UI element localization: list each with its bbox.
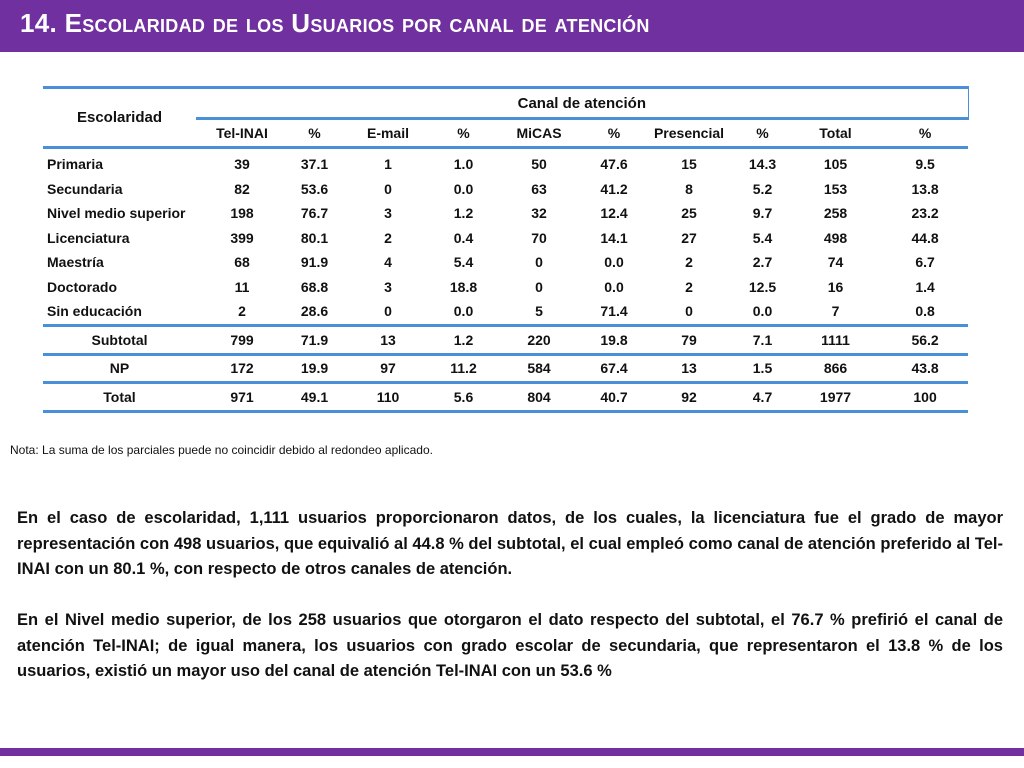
column-header: % (736, 119, 789, 148)
row-label: Primaria (47, 156, 104, 173)
table-cell: 866 (789, 354, 882, 382)
table-cell: 0 (384, 303, 392, 320)
table-cell: 5 (535, 303, 543, 320)
table-cell: 0 (535, 254, 543, 271)
table-cell: 1977 (789, 382, 882, 411)
footer-bar (0, 748, 1024, 756)
table-cell: 110 (341, 382, 435, 411)
table-cell: 7.1 (736, 325, 789, 354)
table-cell: 9.7 (752, 205, 773, 222)
table-cell: 0.0 (604, 278, 624, 295)
row-label: Subtotal (43, 325, 196, 354)
table-cell: 799 (196, 325, 288, 354)
table-cell: 258 (823, 205, 848, 222)
group-header-canal: Canal de atención (196, 88, 968, 119)
table-cell: 172 (196, 354, 288, 382)
table-row (43, 250, 968, 275)
table-cell: 5.2 (752, 180, 773, 197)
table-row (43, 299, 968, 325)
table-cell: 1.4 (915, 278, 935, 295)
table-cell: 13 (341, 325, 435, 354)
table-cell: 399 (230, 229, 254, 246)
table-cell: 71.9 (288, 325, 341, 354)
table-cell: 23.2 (911, 205, 939, 222)
table-cell: 8 (685, 180, 693, 197)
table-cell: 220 (492, 325, 586, 354)
table-cell: 13 (642, 354, 736, 382)
education-by-channel-table (43, 86, 969, 413)
table-cell: 40.7 (586, 382, 642, 411)
table-cell: 32 (531, 205, 547, 222)
table-cell: 0 (685, 303, 693, 320)
table-cell: 0 (384, 180, 392, 197)
table-cell: 1111 (789, 325, 882, 354)
paragraph-medio-superior: En el Nivel medio superior, de los 258 usuarios que otorgaron el dato respecto del subtotal, el 76.7 % prefirió el canal de atención Tel-INAI; de igual manera, los usuarios con grado escolar de secundaria, que representaron el 13.8 % de los usuarios, existió un mayor uso del canal de atención Tel-INAI con un 53.6 % (17, 611, 1003, 680)
table-cell: 5.6 (435, 382, 492, 411)
column-header: E-mail (341, 119, 435, 148)
table-cell: 1 (384, 156, 392, 173)
table-cell: 80.1 (300, 229, 329, 246)
table-cell: 15 (681, 156, 697, 173)
column-header: % (882, 119, 968, 148)
table-cell: 11.2 (435, 354, 492, 382)
table-cell: 82 (234, 180, 250, 197)
table-cell: 27 (681, 229, 697, 246)
column-header: % (586, 119, 642, 148)
table-cell: 76.7 (300, 205, 329, 222)
table-cell: 91.9 (300, 254, 329, 271)
table-cell: 14.3 (748, 156, 777, 173)
table-cell: 37.1 (300, 156, 329, 173)
table-cell: 97 (341, 354, 435, 382)
column-header: % (288, 119, 341, 148)
table-cell: 6.7 (915, 254, 935, 271)
table-cell: 7 (831, 303, 840, 320)
table-cell: 19.8 (586, 325, 642, 354)
table-cell: 2 (238, 303, 246, 320)
table-cell: 74 (827, 254, 844, 271)
total-row (43, 382, 968, 411)
table-cell: 49.1 (288, 382, 341, 411)
table-cell: 105 (823, 156, 848, 173)
table-cell: 70 (531, 229, 547, 246)
column-header: Total (789, 119, 882, 148)
table-cell: 1.2 (453, 205, 474, 222)
table-cell: 0.0 (752, 303, 773, 320)
table-cell: 39 (234, 156, 250, 173)
paragraph-licenciatura: En el caso de escolaridad, 1,111 usuarios proporcionaron datos, de los cuales, la licenciatura fue el grado de mayor representación con 498 usuarios, que equivalió al 44.8 % del subtotal, el cual empleó como canal de atención preferido al Tel-INAI con un 80.1 %, con respecto de otros canales de atención. (17, 509, 1003, 578)
table-cell: 28.6 (300, 303, 329, 320)
table-cell: 1.0 (453, 156, 474, 173)
table-cell: 19.9 (288, 354, 341, 382)
table-cell: 56.2 (882, 325, 968, 354)
row-label: NP (43, 354, 196, 382)
row-label: Total (43, 382, 196, 411)
table-cell: 71.4 (600, 303, 628, 320)
table-cell: 63 (531, 180, 547, 197)
subtotal-row (43, 325, 968, 354)
table-cell: 0.0 (453, 180, 474, 197)
row-label: Maestría (47, 254, 104, 271)
table-cell: 2 (384, 229, 392, 246)
table-cell: 14.1 (600, 229, 628, 246)
table-cell: 3 (384, 205, 392, 222)
table-cell: 13.8 (911, 180, 939, 197)
table-cell: 804 (492, 382, 586, 411)
np-row (43, 354, 968, 382)
column-header: Tel-INAI (196, 119, 288, 148)
table-cell: 198 (230, 205, 254, 222)
table-cell: 153 (823, 180, 848, 197)
row-label: Secundaria (47, 180, 123, 197)
row-header-escolaridad: Escolaridad (43, 88, 196, 148)
table-cell: 5.4 (752, 229, 773, 246)
table-cell: 11 (234, 278, 250, 295)
slide-title: 14. Escolaridad de los Usuarios por canal de atención (20, 8, 650, 38)
footnote: Nota: La suma de los parciales puede no coincidir debido al redondeo aplicado. (10, 443, 433, 457)
table-cell: 25 (681, 205, 697, 222)
table-cell: 16 (827, 278, 844, 295)
table-cell: 1.5 (736, 354, 789, 382)
column-header: % (435, 119, 492, 148)
table-cell: 498 (823, 229, 848, 246)
table-cell: 4 (384, 254, 392, 271)
table-cell: 971 (196, 382, 288, 411)
table-cell: 584 (492, 354, 586, 382)
table-cell: 0.0 (453, 303, 474, 320)
table-cell: 12.4 (600, 205, 628, 222)
table-cell: 2 (685, 278, 693, 295)
table-row (43, 275, 968, 300)
table-cell: 100 (882, 382, 968, 411)
table-cell: 0.8 (915, 303, 935, 320)
table-cell: 5.4 (453, 254, 474, 271)
table-cell: 50 (531, 156, 547, 173)
table-cell: 92 (642, 382, 736, 411)
row-label: Sin educación (47, 303, 142, 320)
column-header: MiCAS (492, 119, 586, 148)
table-cell: 9.5 (915, 156, 935, 173)
table-cell: 44.8 (911, 229, 939, 246)
table-row (43, 201, 968, 226)
table-cell: 47.6 (600, 156, 628, 173)
table-cell: 68 (234, 254, 250, 271)
table-row (43, 226, 968, 251)
row-label: Nivel medio superior (47, 205, 186, 222)
table-cell: 43.8 (882, 354, 968, 382)
table-cell: 4.7 (736, 382, 789, 411)
table-cell: 18.8 (449, 278, 478, 295)
table-cell: 0 (535, 278, 543, 295)
table-cell: 1.2 (435, 325, 492, 354)
table-cell: 2.7 (752, 254, 773, 271)
table-cell: 53.6 (300, 180, 329, 197)
table-cell: 67.4 (586, 354, 642, 382)
table-cell: 3 (384, 278, 392, 295)
table-row (43, 148, 968, 177)
column-header: Presencial (642, 119, 736, 148)
table-cell: 41.2 (600, 180, 628, 197)
table-cell: 12.5 (748, 278, 777, 295)
table-cell: 68.8 (300, 278, 329, 295)
table-cell: 0.0 (604, 254, 624, 271)
title-bar (0, 0, 1024, 52)
table-header-row (43, 88, 968, 119)
table-cell: 79 (642, 325, 736, 354)
row-label: Doctorado (47, 278, 117, 295)
table-row (43, 177, 968, 202)
table-cell: 0.4 (453, 229, 474, 246)
row-label: Licenciatura (47, 229, 130, 246)
table-cell: 2 (685, 254, 693, 271)
